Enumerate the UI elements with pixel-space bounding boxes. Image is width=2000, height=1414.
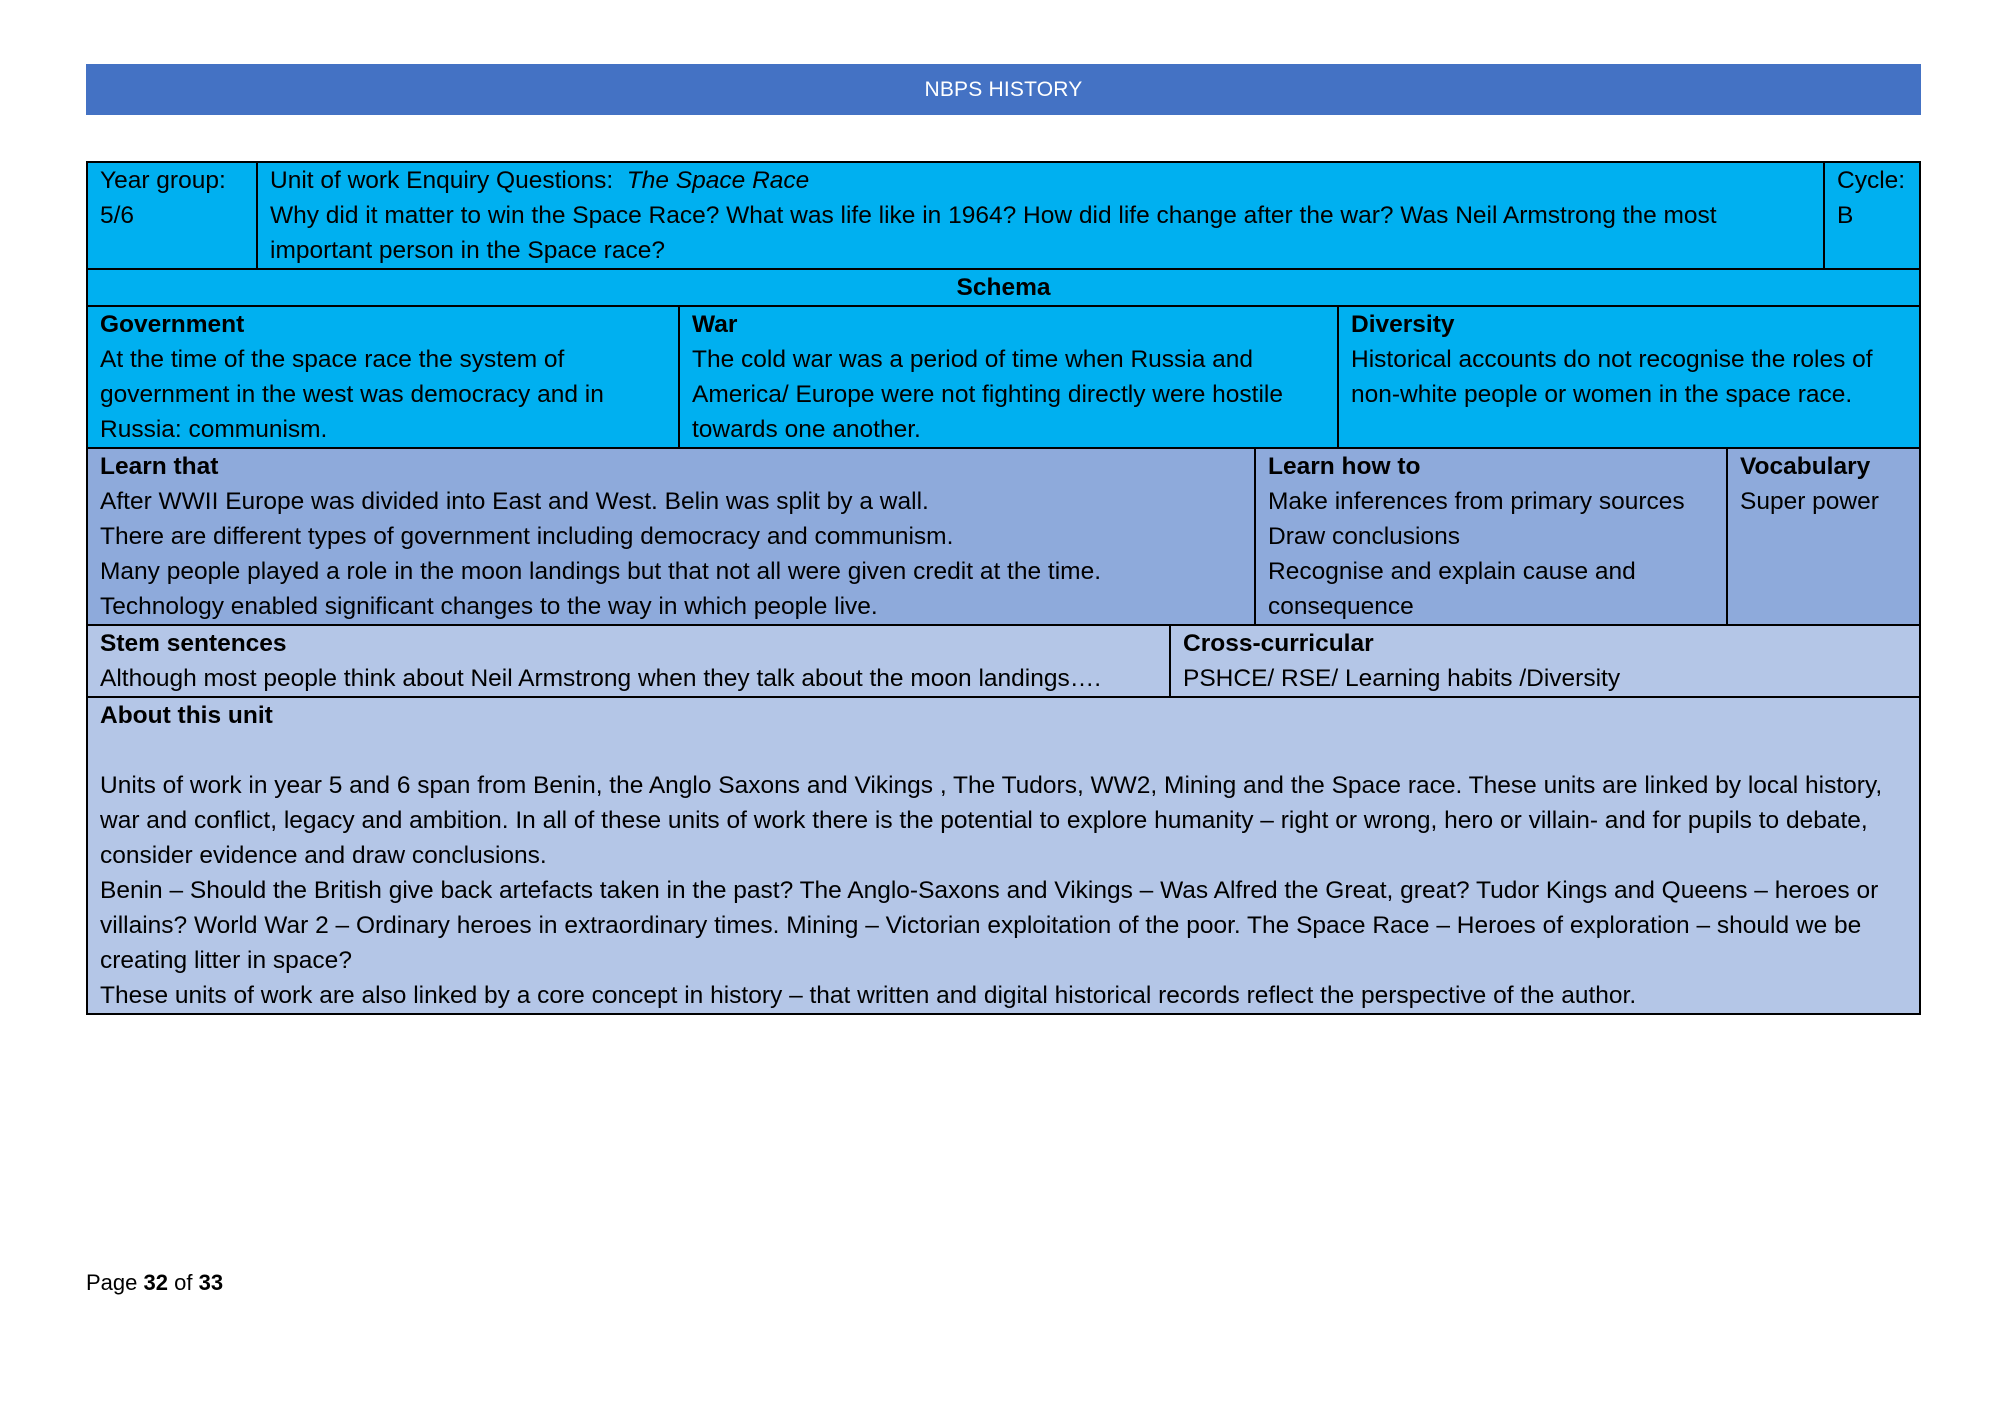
about-cell [88,698,1919,1013]
about-paragraph: Units of work in year 5 and 6 span from Benin, the Anglo Saxons and Vikings , The Tudors, WW2, Mining and the Space race. These units are linked by local history, war and conflict, legacy and ambition. In all of these units of work there is the potential to explore humanity – right or wrong, hero or villain- and for pupils to debate, consider evidence and draw conclusions. [100,772,1883,869]
vocabulary-title: Vocabulary [1740,453,1871,480]
year-group-cell [88,163,256,268]
government-cell [88,307,678,447]
cycle-value: B [1837,202,1854,229]
learn-that-cell [88,449,1254,624]
about-row [86,698,1921,1015]
schema-heading: Schema [956,274,1051,301]
about-title: About this unit [100,702,273,729]
page-word: Page [86,1270,138,1295]
page-number: 32 [143,1270,168,1295]
learn-how-to-cell [1254,449,1726,624]
learn-that-item: There are different types of government including democracy and communism. [100,523,954,550]
government-text: At the time of the space race the system of government in the west was democracy and in Russia: communism. [100,346,604,443]
diversity-title: Diversity [1351,311,1455,338]
learn-how-to-item: Make inferences from primary sources [1268,488,1685,515]
cycle-label: Cycle: [1837,167,1906,194]
about-spacer [100,733,1907,768]
enquiry-questions-cell [256,163,1823,268]
learn-how-to-item: Draw conclusions [1268,523,1460,550]
stem-row [86,626,1921,698]
year-group-value: 5/6 [100,202,135,229]
learn-that-item: After WWII Europe was divided into East and West. Belin was split by a wall. [100,488,929,515]
vocabulary-cell [1726,449,1919,624]
stem-sentences-title: Stem sentences [100,630,287,657]
stem-sentences-text: Although most people think about Neil Armstrong when they talk about the moon landings…. [100,665,1102,692]
learn-how-to-item: Recognise and explain cause and consequence [1268,558,1636,620]
enquiry-label: Unit of work Enquiry Questions: [270,167,614,194]
schema-heading-row [86,270,1921,307]
of-word: of [174,1270,193,1295]
learning-row [86,449,1921,626]
about-paragraph: These units of work are also linked by a core concept in history – that written and digital historical records reflect the perspective of the author. [100,982,1637,1009]
war-title: War [692,311,738,338]
schema-row [86,307,1921,449]
learn-that-item: Technology enabled significant changes to the way in which people live. [100,593,878,620]
stem-sentences-cell [88,626,1169,696]
unit-title: The Space Race [626,167,810,194]
unit-info-row [86,161,1921,270]
about-paragraph: Benin – Should the British give back artefacts taken in the past? The Anglo-Saxons and Vikings – Was Alfred the Great, great? Tudor Kings and Queens – heroes or villains? World War 2 – Ordinary heroes in extraordinary times. Mining – Victorian exploitation of the poor. The Space Race – Heroes of exploration – should we be creating litter in space? [100,877,1879,974]
learn-that-item: Many people played a role in the moon landings but that not all were given credit at the time. [100,558,1102,585]
learn-how-to-title: Learn how to [1268,453,1421,480]
year-group-label: Year group: [100,167,226,194]
cross-curricular-cell [1169,626,1919,696]
page-footer [86,1270,223,1296]
cycle-cell [1823,163,1919,268]
government-title: Government [100,311,245,338]
enquiry-questions: Why did it matter to win the Space Race? What was life like in 1964? How did life change after the war? Was Neil Armstrong the most important person in the Space race? [270,202,1717,264]
page-total: 33 [198,1270,224,1295]
war-text: The cold war was a period of time when Russia and America/ Europe were not fighting directly were hostile towards one another. [692,346,1284,443]
diversity-text: Historical accounts do not recognise the roles of non-white people or women in the space race. [1351,346,1873,408]
learn-that-title: Learn that [100,453,219,480]
document-header-banner: NBPS HISTORY [86,64,1921,115]
cross-curricular-title: Cross-curricular [1183,630,1374,657]
unit-overview-table [86,161,1921,1015]
vocabulary-text: Super power [1740,488,1879,515]
war-cell [678,307,1337,447]
diversity-cell [1337,307,1919,447]
cross-curricular-text: PSHCE/ RSE/ Learning habits /Diversity [1183,665,1621,692]
